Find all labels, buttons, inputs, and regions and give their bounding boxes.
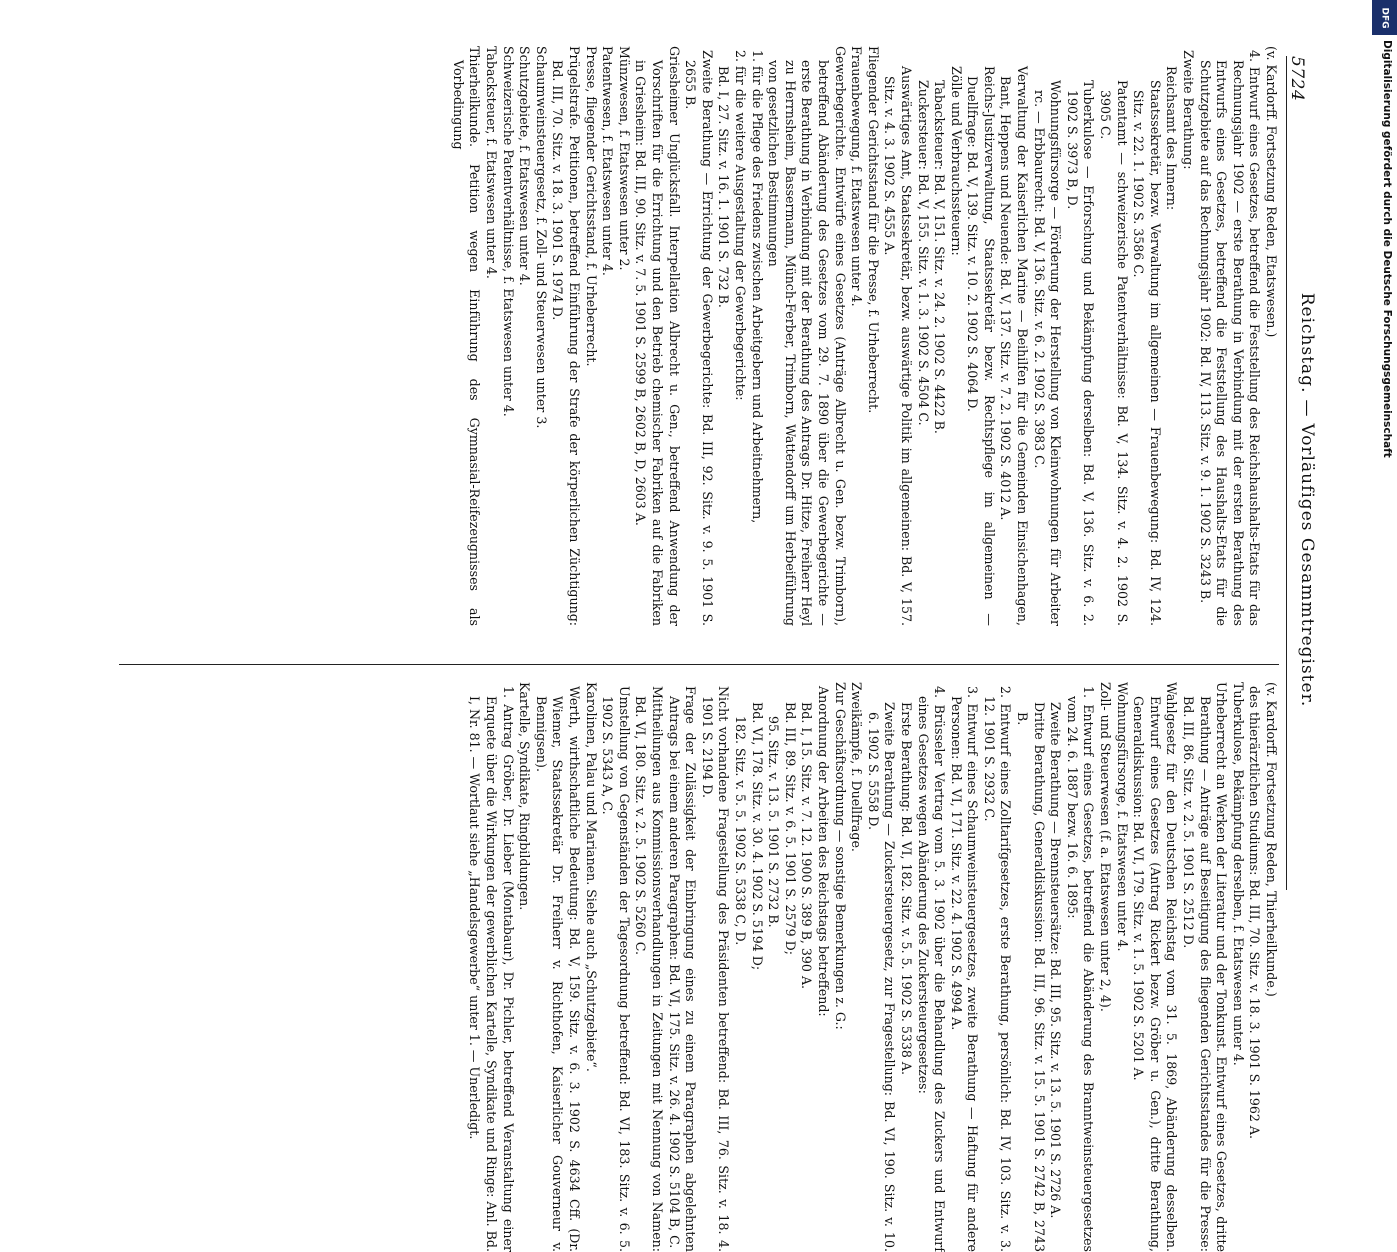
header-separator: — xyxy=(1297,399,1317,418)
register-entry: Schaumweinsteuergesetz, f. Zoll- und Steuerwesen unter 3. xyxy=(533,46,549,429)
header-title-right: Vorläufiges Gesammtregister. xyxy=(1297,423,1317,708)
register-entry: Zoll- und Steuerwesen (f. a. Etatswesen unter 2, 4). xyxy=(1098,682,1114,1012)
register-entry: 95. Sitz. v. 13. 5. 1901 S. 2732 B. xyxy=(766,716,782,928)
register-entry: Patentamt — schweizerische Patentverhältnisse: Bd. V, 134. Sitz. v. 4. 2. 1902 S. 3905 C. xyxy=(1098,80,1130,626)
running-header xyxy=(1297,0,1317,1000)
register-entry: Zuckersteuer: Bd. V, 155. Sitz. v. 1. 3. 1902 S. 4504 C. xyxy=(915,80,931,426)
register-entry: 1. für die Pflege des Friedens zwischen Arbeitgebern und Arbeitnehmern, xyxy=(749,50,765,524)
register-entry: Verwaltung der Kaiserlichen Marine — Beihilfen für die Gemeinden Einsichenhagen, Bant, Heppens und Neuende: Bd. V, 137. Sitz. v. 7. 2. 1902 S. 4012 A. xyxy=(998,66,1031,626)
register-entry: Gewerbegerichte. Entwürfe eines Gesetzes (Anträge Albrecht u. Gen. bezw. Trimborn), betreffend Abänderung des Gesetzes vom 29. 7. 1890 über die Gewerbegerichte — erste Berathung in Verbindung mit der Berathung des Antrags Dr. Hitze, Freiherr Heyl zu Herrnsheim, Bassermann, Münch-Ferber, Trimborn, Wattendorff um Herbeiführung von gesetzlichen Bestimmungen xyxy=(766,46,848,626)
register-entry: 182. Sitz. v. 5. 5. 1902 S. 5338 C, D. xyxy=(733,716,748,946)
register-entry: Umstellung von Gegenständen der Tagesordnung betreffend: Bd. VI, 183. Sitz. v. 6. 5. 1902 S. 5343 A, C. xyxy=(600,686,632,1252)
register-entry: 3. Entwurf eines Schaumweinsteuergesetzes, zweite Berathung — Haftung für andere Personen: Bd. VI, 171. Sitz. v. 22. 4. 1902 S. 4994 A. xyxy=(948,686,981,1252)
register-entry: Nicht vorhandene Fragestellung des Präsidenten betreffend: Bd. III, 76. Sitz. v. 18. 4. 1901 S. 2194 D. xyxy=(699,686,732,1252)
register-entry: Münzwesen, f. Etatswesen unter 2. xyxy=(616,46,632,271)
dfg-logo: DFG xyxy=(1372,0,1397,35)
register-entry: Zweikämpfe, f. Duellfrage. xyxy=(849,682,865,852)
register-entry: Tabacksteuer, f. Etatswesen unter 4. xyxy=(484,46,500,279)
register-entry: Erste Berathung: Bd. VI, 182. Sitz. v. 5. 5. 1902 S. 5338 A. xyxy=(898,702,914,1075)
register-entry: Bd. III, 89. Sitz. v. 6. 5. 1901 S. 2579 D; xyxy=(782,702,798,955)
register-entry: Mittheilungen aus Kommissionsverhandlungen in Zeitungen mit Nennung von Namen: Bd. VI, 180. Sitz. v. 2. 5. 1902 S. 5260 C. xyxy=(633,686,666,1252)
register-entry: Frage der Zulässigkeit der Einbringung eines zu einem Paragraphen abgelehnten Antrags bei einem anderen Paragraphen: Bd. VI, 175. Sitz. v. 26. 4. 1902 S. 5104 B, C. xyxy=(666,686,699,1252)
register-entry: 2. für die weitere Ausgestaltung der Gewerbegerichte: xyxy=(733,50,748,401)
register-entry: 4. Brüsseler Vertrag vom 5. 3. 1902 über die Behandlung des Zuckers und Entwurf eines Gesetzes wegen Abänderung des Zuckersteuergesetzes: xyxy=(915,686,948,1252)
register-entry: Wohnungsfürsorge — Förderung der Herstellung von Kleinwohnungen für Arbeiter rc. — Erbbaurecht: Bd. V, 136. Sitz. v. 6. 2. 1902 S. 3983 C. xyxy=(1031,80,1064,626)
register-entry: Dritte Berathung, Generaldiskussion: Bd. III, 96. Sitz. v. 15. 5. 1901 S. 2742 B, 2743 B. xyxy=(1015,702,1047,1252)
header-title-left: Reichstag. xyxy=(1297,292,1317,394)
register-entry: Tuberkulose, Bekämpfung derselben, f. Etatswesen unter 4. xyxy=(1230,682,1246,1066)
register-entry: (v. Kardorff. Fortsetzung Reden, Etatswesen.) xyxy=(1264,46,1279,338)
register-entry: Frauenbewegung, f. Etatswesen unter 4. xyxy=(849,46,865,307)
header-rule xyxy=(1286,56,1287,890)
register-entry: Schutzgebiete, f. Etatswesen unter 4. xyxy=(517,46,533,286)
register-entry: Staatssekretär, bezw. Verwaltung im allgemeinen — Frauenbewegung: Bd. IV, 124. Sitz. v. 22. 1. 1902 S. 3586 C. xyxy=(1131,80,1163,626)
register-entry: Patentwesen, f. Etatswesen unter 4. xyxy=(600,46,616,276)
register-entry: Bd. I, 15. Sitz. v. 7. 12. 1900 S. 389 B, 390 A. xyxy=(799,702,815,990)
register-entry: Bd. VI, 178. Sitz. v. 30. 4. 1902 S. 5194 D; xyxy=(749,702,765,971)
page-number: 5724 xyxy=(1287,56,1307,102)
register-entry: Zweite Berathung: xyxy=(1181,50,1197,170)
register-entry: 1. Antrag Gröber, Dr. Lieber (Montabaur), Dr. Pichler, betreffend Veranstaltung einer Enquete über die Wirkungen der gewerblichen Kartelle, Syndikate und Ringe: Anl. Bd. I, Nr. 81. — Wortlaut siehe „Handelsgewerbe“ unter 1. — Unerledigt. xyxy=(467,686,516,1252)
register-entry: Prügelstrafe. Petitionen, betreffend Einführung der Strafe der körperlichen Züchtigung: Bd. III, 70. Sitz. v. 18. 3. 1901 S. 1974 D. xyxy=(550,46,583,626)
register-entry: 2. Entwurf eines Zolltarifgesetzes, erste Berathung, persönlich: Bd. IV, 103. Sitz. v. 3. 12. 1901 S. 2932 C. xyxy=(981,686,1014,1252)
register-entry: Tabacksteuer: Bd. V, 151. Sitz. v. 24. 2. 1902 S. 4422 B. xyxy=(932,80,948,434)
register-entry: Urheberrecht an Werken der Literatur und der Tonkunst. Entwurf eines Gesetzes, dritte Berathung — Anträge auf Beseitigung des fliegenden Gerichtsstandes für die Presse: Bd. III, 86. Sitz. v. 2. 5. 1901 S. 2512 D. xyxy=(1181,682,1230,1252)
register-entry: Zweite Berathung — Errichtung der Gewerbegerichte: Bd. III, 92. Sitz. v. 9. 5. 1901 S. 2655 B. xyxy=(683,50,715,626)
register-entry: Kartelle, Syndikate, Ringbildungen. xyxy=(517,682,533,911)
right-column xyxy=(119,682,1279,1252)
register-entry: des thierärztlichen Studiums: Bd. III, 70. Sitz. v. 18. 3. 1901 S. 1962 A. xyxy=(1247,686,1263,1140)
register-entry: Zur Geschäftsordnung — sonstige Bemerkungen z. G.: xyxy=(832,682,848,1030)
register-entry: Griesheimer Unglücksfall. Interpellation Albrecht u. Gen., betreffend Anwendung der Vorschriften für die Errichtung und den Betrieb chemischer Fabriken auf die Fabriken in Griesheim: Bd. III, 90. Sitz. v. 7. 5. 1901 S. 2599 B, 2602 B, D, 2603 A. xyxy=(633,46,682,626)
register-entry: Wahlgesetz für den Deutschen Reichstag vom 31. 5. 1869, Abänderung desselben. Entwurf eines Gesetzes (Antrag Rickert bezw. Gröber u. Gen.), dritte Berathung, Generaldiskussion: Bd. VI, 179. Sitz. v. 1. 5. 1902 S. 5201 A. xyxy=(1131,682,1180,1252)
register-entry: Zölle und Verbrauchssteuern: xyxy=(948,66,964,256)
register-entry: Tuberkulose — Erforschung und Bekämpfung derselben: Bd. V, 136. Sitz. v. 6. 2. 1902 S. 3973 B, D. xyxy=(1064,80,1097,626)
register-entry: Zweite Berathung — Zuckersteuergesetz, zur Fragestellung: Bd. VI, 190. Sitz. v. 10. 6. 1902 S. 5558 D. xyxy=(865,702,898,1252)
register-entry: Zweite Berathung — Brennsteuersätze: Bd. III, 95. Sitz. v. 13. 5. 1901 S. 2726 A. xyxy=(1048,702,1064,1219)
register-entry: Reichs-Justizverwaltung, Staatssekretär bezw. Rechtspflege im allgemeinen — Duellfrage: Bd. V, 139. Sitz. v. 10. 2. 1902 S. 4064 D. xyxy=(965,66,997,626)
column-divider xyxy=(119,664,1279,665)
register-entry: Werth, wirthschaftliche Bedeutung: Bd. V, 159. Sitz. v. 6. 3. 1902 S. 4634 Cff. (Dr. Wiemer, Staatssekretär Dr. Freiherr v. Richthofen, Kaiserlicher Gouverneur v. Bennigsen). xyxy=(533,686,583,1252)
register-entry: Anordnung der Arbeiten des Reichstags betreffend: xyxy=(815,686,831,1017)
register-entry: Auswärtiges Amt, Staatssekretär, bezw. auswärtige Politik im allgemeinen: Bd. V, 157. Sitz. v. 4. 3. 1902 S. 4555 A. xyxy=(882,66,914,626)
register-entry: Reichsamt des Innern: xyxy=(1164,66,1180,211)
left-column xyxy=(119,46,1279,626)
register-entry: Bd. I, 27. Sitz. v. 16. 1. 1901 S. 732 B. xyxy=(716,66,732,308)
register-entry: 1. Entwurf eines Gesetzes, betreffend die Abänderung des Branntweinsteuergesetzes vom 24. 6. 1887 bezw. 16. 6. 1895: xyxy=(1064,686,1097,1252)
register-entry: Wohnungsfürsorge, f. Etatswesen unter 4. xyxy=(1114,682,1130,952)
register-entry: Presse, fliegender Gerichtsstand, f. Urheberrecht. xyxy=(583,46,599,367)
register-entry: Karolinen, Palau und Marianen. Siehe auch „Schutzgebiete“. xyxy=(583,682,599,1072)
register-entry: Schweizerische Patentverhältnisse, f. Etatswesen unter 4. xyxy=(500,46,516,417)
register-entry: 4. Entwurf eines Gesetzes, betreffend die Feststellung des Reichshaushalts-Etats für das Rechnungsjahr 1902 — erste Berathung in Verbindung mit der ersten Berathung des Entwurfs eines Gesetzes, betreffend die Feststellung des Haushalts-Etats für die Schutzgebiete auf das Rechnungsjahr 1902: Bd. IV, 113. Sitz. v. 9. 1. 1902 S. 3243 B. xyxy=(1197,50,1263,626)
register-entry: (v. Kardorff. Fortsetzung Reden, Thierheilkunde.) xyxy=(1264,682,1279,997)
register-entry: Thierheilkunde. Petition wegen Einführung des Gymnasial-Reifezeugnisses als Vorbedingung xyxy=(450,46,483,626)
funding-credit: Digitalisierung gefördert durch die Deutsche Forschungsgemeinschaft xyxy=(1381,40,1393,458)
register-entry: Fliegender Gerichtsstand für die Presse, f. Urheberrecht. xyxy=(865,46,881,414)
